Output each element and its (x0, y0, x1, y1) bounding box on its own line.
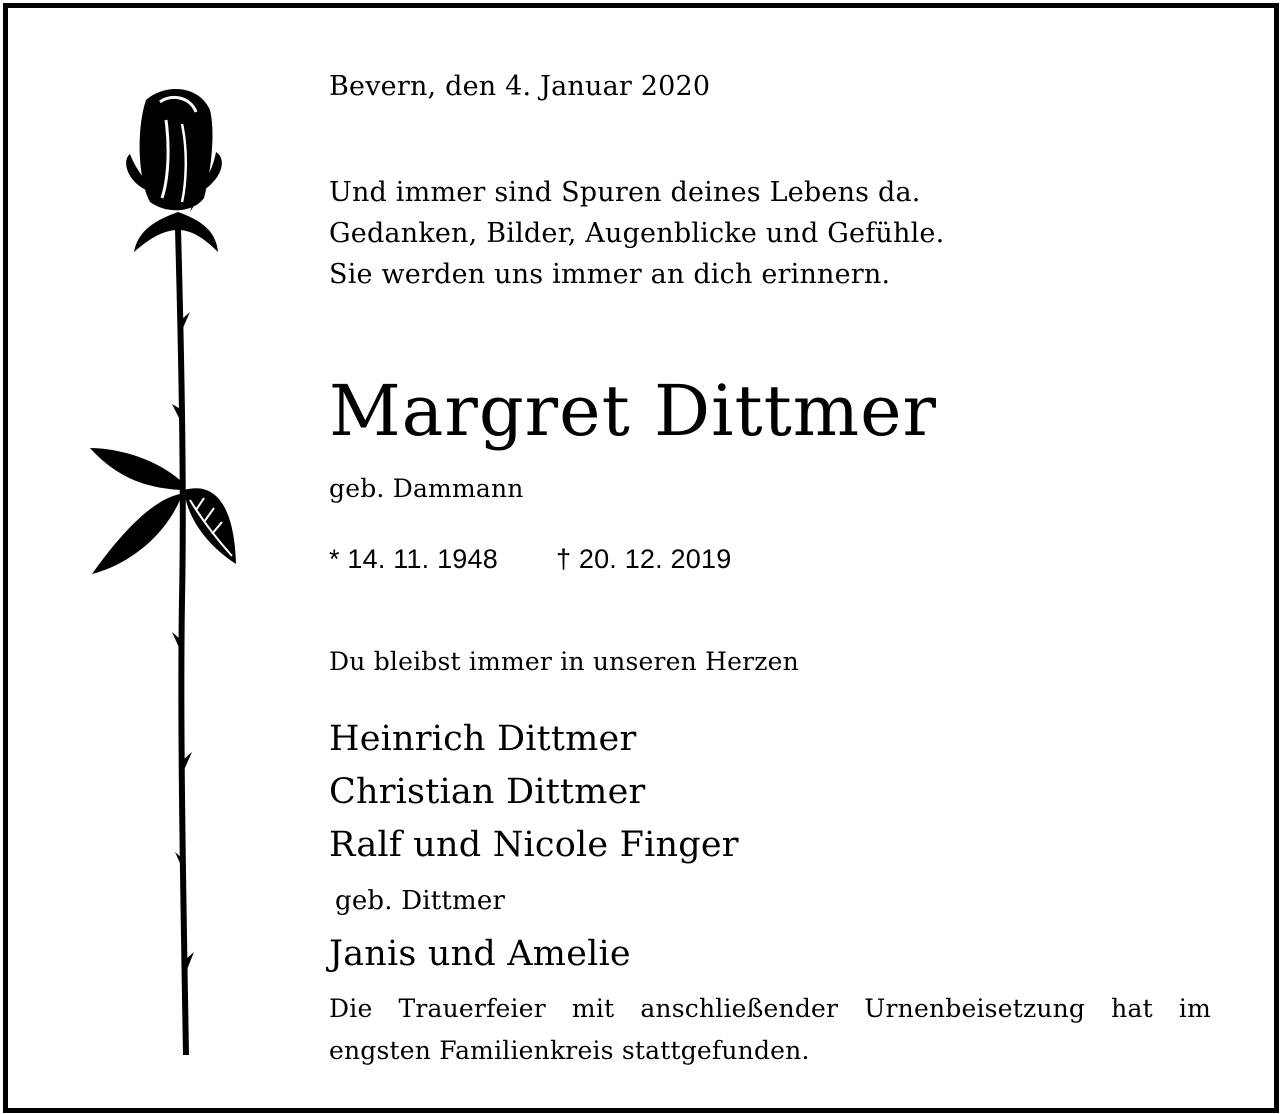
death-date: † 20. 12. 2019 (555, 544, 732, 574)
mourner (329, 766, 739, 819)
mourner (329, 713, 739, 766)
verse-line: Und immer sind Spuren deines Lebens da. (329, 177, 921, 208)
place-date: Bevern, den 4. Januar 2020 (329, 71, 711, 102)
mourner (329, 928, 739, 981)
mourners-list (329, 713, 739, 981)
mourner-name: Heinrich Dittmer (329, 719, 637, 759)
verse-line: Gedanken, Bilder, Augenblicke und Gefühle. (329, 218, 945, 249)
mourner-name: Ralf und Nicole Finger (329, 825, 739, 865)
verse (329, 172, 944, 295)
verse-line: Sie werden uns immer an dich erinnern. (329, 259, 891, 290)
closing-note: Die Trauerfeier mit anschließender Urnenbeisetzung hat im engsten Familienkreis stattgefunden. (329, 994, 1211, 1065)
obituary-frame (3, 3, 1279, 1113)
farewell-text: Du bleibst immer in unseren Herzen (329, 647, 799, 676)
maiden-name: geb. Dammann (329, 474, 524, 503)
rose-icon (86, 80, 246, 1060)
mourner (329, 819, 739, 928)
mourner-name: Christian Dittmer (329, 772, 646, 812)
mourner-suffix: geb. Dittmer (335, 886, 506, 916)
birth-date: * 14. 11. 1948 (329, 544, 498, 574)
deceased-name: Margret Dittmer (329, 370, 937, 452)
mourner-name: Janis und Amelie (329, 934, 631, 974)
life-dates (329, 542, 731, 576)
